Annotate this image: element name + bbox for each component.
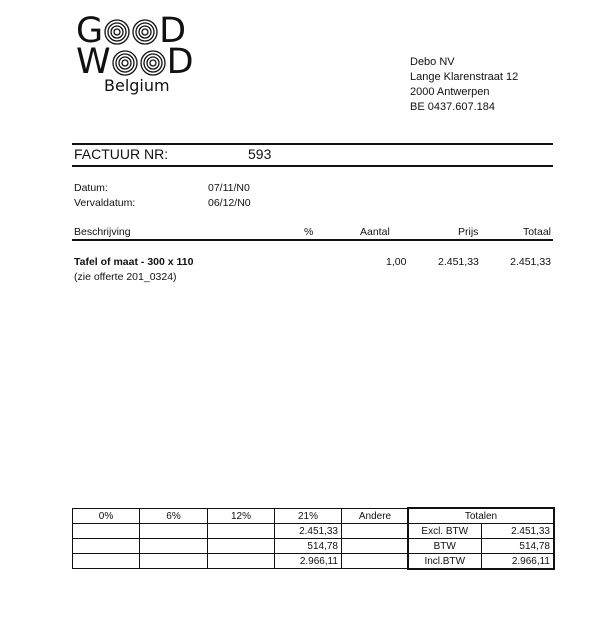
logo-subtitle: Belgium <box>104 76 170 95</box>
date-label: Datum: <box>74 182 108 194</box>
vat-cell <box>208 524 275 539</box>
vat-cell <box>342 554 409 569</box>
vat-header-cell: 6% <box>140 509 208 524</box>
vat-breakdown-table <box>72 508 409 569</box>
totals-value: 2.451,33 <box>481 524 554 539</box>
vat-cell <box>73 554 140 569</box>
totals-label: Incl.BTW <box>409 554 482 569</box>
wood-ring-icon <box>104 19 130 45</box>
wood-ring-icon <box>112 50 138 76</box>
recipient-street: Lange Klarenstraat 12 <box>410 71 519 83</box>
item-description: Tafel of maat - 300 x 110 <box>74 256 194 268</box>
date-value: 07/11/N0 <box>208 182 250 194</box>
vat-header-cell: 0% <box>73 509 140 524</box>
vat-cell <box>140 539 208 554</box>
recipient-city: 2000 Antwerpen <box>410 86 490 98</box>
vat-cell <box>208 539 275 554</box>
vat-cell: 514,78 <box>275 539 342 554</box>
due-date-label: Vervaldatum: <box>74 197 136 209</box>
vat-header-cell: Andere <box>342 509 409 524</box>
vat-header-cell: 12% <box>208 509 275 524</box>
totals-header: Totalen <box>409 509 554 524</box>
vat-cell <box>73 539 140 554</box>
table-row <box>73 554 409 569</box>
vat-cell: 2.966,11 <box>275 554 342 569</box>
col-quantity: Aantal <box>360 226 390 238</box>
totals-label: Excl. BTW <box>409 524 482 539</box>
divider <box>72 143 553 145</box>
due-date-value: 06/12/N0 <box>208 197 251 209</box>
vat-cell <box>208 554 275 569</box>
recipient-address <box>410 55 518 115</box>
item-note: (zie offerte 201_0324) <box>74 271 177 283</box>
totals-table <box>408 508 554 569</box>
line-items-header <box>74 226 551 240</box>
totals-value: 514,78 <box>481 539 554 554</box>
vat-header-cell: 21% <box>275 509 342 524</box>
table-row <box>409 539 554 554</box>
invoice-number-label: FACTUUR NR: <box>74 146 169 162</box>
item-total: 2.451,33 <box>510 256 551 268</box>
logo-letter: W <box>76 42 111 82</box>
divider <box>72 239 553 241</box>
logo-line-wood <box>76 42 194 82</box>
col-description: Beschrijving <box>74 226 131 238</box>
table-row <box>409 554 554 569</box>
divider <box>72 165 553 167</box>
table-row <box>73 524 409 539</box>
table-row <box>409 509 554 524</box>
col-total: Totaal <box>522 226 551 238</box>
logo-letter: G <box>76 11 104 51</box>
vat-cell <box>140 524 208 539</box>
vat-cell: 2.451,33 <box>275 524 342 539</box>
vat-cell <box>140 554 208 569</box>
invoice-title <box>74 146 554 164</box>
wood-ring-icon <box>140 50 166 76</box>
logo-letter: D <box>166 42 194 82</box>
col-price: Prijs <box>458 226 479 238</box>
recipient-vat: BE 0437.607.184 <box>410 101 496 113</box>
wood-ring-icon <box>132 19 158 45</box>
item-quantity: 1,00 <box>386 256 407 268</box>
invoice-dates <box>74 181 374 211</box>
vat-cell <box>342 524 409 539</box>
vat-cell <box>73 524 140 539</box>
company-logo <box>76 11 194 98</box>
table-row <box>73 539 409 554</box>
table-row <box>409 524 554 539</box>
recipient-name: Debo NV <box>410 56 455 68</box>
totals-value: 2.966,11 <box>481 554 554 569</box>
invoice-number: 593 <box>248 146 272 162</box>
item-price: 2.451,33 <box>438 256 479 268</box>
col-percent: % <box>304 226 314 238</box>
totals-label: BTW <box>409 539 482 554</box>
vat-cell <box>342 539 409 554</box>
table-row <box>73 509 409 524</box>
logo-letter: D <box>159 11 187 51</box>
